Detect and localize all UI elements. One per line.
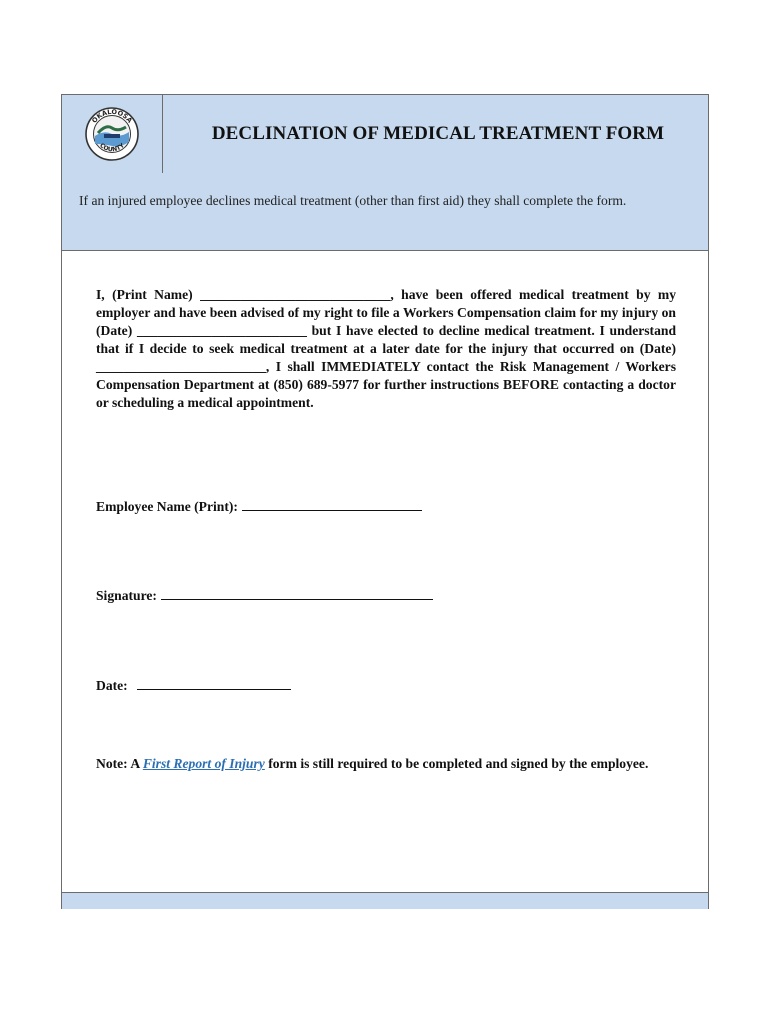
form-frame: [61, 94, 709, 909]
note-text: [96, 755, 676, 773]
note-prefix: Note: A: [96, 756, 140, 771]
date-input-line[interactable]: [137, 676, 291, 690]
logo-cell: [62, 95, 163, 173]
declination-statement: I, (Print Name) ____________________________, have been offered medical treatment by my employer and have been advised of my right to file a Workers Compensation claim for my injury on (Date) _________________________ but I have elected to decline medical treatment. I understand that if I decide to seek medical treatment at a later date for the injury that occurred on (Date) _________________________, I shall IMMEDIATELY contact the Risk Management / Workers Compensation Department at (850) 689-5977 for further instructions BEFORE contacting a doctor or scheduling a medical appointment.: [96, 287, 676, 410]
form-header: [62, 95, 708, 174]
intro-section: [62, 173, 708, 251]
date-field: [96, 676, 291, 694]
signature-input-line[interactable]: [161, 586, 433, 600]
note-suffix: form is still required to be completed and signed by the employee.: [268, 756, 649, 771]
form-title: DECLINATION OF MEDICAL TREATMENT FORM: [211, 123, 665, 144]
form-footer-bar: [62, 892, 708, 909]
employee-name-field: [96, 497, 422, 515]
svg-text:COUNTY: COUNTY: [98, 142, 126, 154]
signature-label: Signature:: [96, 588, 157, 603]
svg-text:OKALOOSA: OKALOOSA: [90, 107, 134, 125]
employee-name-input-line[interactable]: [242, 497, 422, 511]
employee-name-label: Employee Name (Print):: [96, 499, 238, 514]
first-report-of-injury-link[interactable]: First Report of Injury: [142, 756, 265, 771]
intro-text: If an injured employee declines medical treatment (other than first aid) they shall complete the form.: [79, 193, 627, 208]
signature-field: [96, 586, 433, 604]
county-seal-icon: [84, 106, 140, 162]
date-label: Date:: [96, 678, 128, 693]
